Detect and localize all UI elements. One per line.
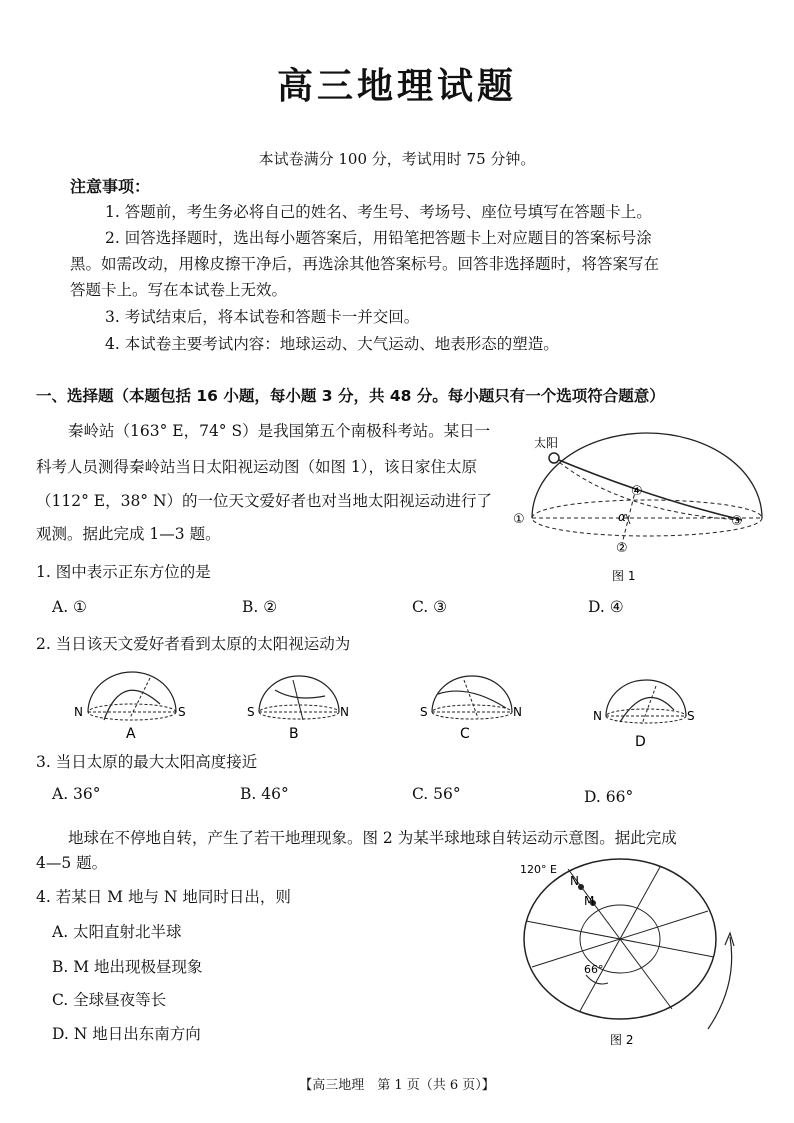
question-2-stem: 2. 当日该天文爱好者看到太原的太阳视运动为 (36, 635, 351, 653)
q2-d-left-label: N (593, 709, 602, 723)
longitude-label: 120° E (520, 863, 557, 876)
passage-2-line: 地球在不停地自转，产生了若干地理现象。图 2 为某半球地球自转运动示意图。据此完成 (68, 829, 677, 847)
figure-1-caption: 图 1 (612, 569, 636, 583)
q1-option-d: D. ④ (588, 598, 624, 616)
q2-a-label: A (126, 726, 136, 742)
q3-option-d: D. 66° (584, 788, 634, 806)
q4-option-c: C. 全球昼夜等长 (52, 991, 167, 1009)
question-1-stem: 1. 图中表示正东方位的是 (36, 563, 211, 581)
q2-b-label: B (289, 726, 299, 742)
q1-option-b: B. ② (242, 598, 278, 616)
page-footer: 【高三地理 第 1 页（共 6 页）】 (299, 1078, 495, 1093)
exam-info: 本试卷满分 100 分，考试用时 75 分钟。 (258, 150, 536, 168)
notice-item: 1. 答题前，考生务必将自己的姓名、考生号、考场号、座位号填写在答题卡上。 (105, 203, 652, 221)
section-heading: 一、选择题（本题包括 16 小题，每小题 3 分，共 48 分。每小题只有一个选项符合题意） (36, 387, 665, 405)
passage-line: 科考人员测得秦岭站当日太阳视运动图（如图 1），该日家住太原 (36, 458, 478, 476)
q2-a-right-label: S (178, 705, 186, 719)
q2-option-a-diagram (70, 660, 190, 742)
passage-line: 观测。据此完成 1—3 题。 (36, 525, 221, 543)
notice-item: 4. 本试卷主要考试内容：地球运动、大气运动、地表形态的塑造。 (105, 335, 559, 353)
q1-option-c: C. ③ (412, 598, 448, 616)
notice-item: 3. 考试结束后，将本试卷和答题卡一并交回。 (105, 308, 420, 326)
notice-heading: 注意事项： (70, 177, 151, 196)
q2-option-b-diagram (245, 668, 355, 744)
question-3-stem: 3. 当日太原的最大太阳高度接近 (36, 753, 258, 771)
sun-icon (549, 453, 559, 463)
point-m-label: M (584, 894, 595, 908)
figure-1-sun-path (510, 428, 770, 588)
passage-2-line: 4—5 题。 (36, 854, 108, 872)
alpha-label: α (618, 510, 626, 524)
figure-2-caption: 图 2 (610, 1033, 634, 1047)
q2-option-d-diagram (590, 672, 700, 752)
q2-b-left-label: S (247, 705, 255, 719)
q2-b-right-label: N (340, 705, 349, 719)
q4-option-b: B. M 地出现极昼现象 (52, 958, 203, 976)
q2-d-right-label: S (687, 709, 695, 723)
figure-2-rotation (512, 855, 752, 1050)
q2-option-c-diagram (418, 668, 528, 744)
point-1-label: ① (513, 512, 525, 527)
point-4-label: ④ (631, 484, 643, 499)
notice-item: 黑。如需改动，用橡皮擦干净后，再选涂其他答案标号。回答非选择题时，将答案写在 (70, 255, 660, 273)
point-n-label: N (570, 874, 579, 888)
q3-option-b: B. 46° (240, 785, 289, 803)
point-3-label: ③ (731, 514, 743, 529)
rotation-arrow (708, 937, 732, 1029)
question-4-stem: 4. 若某日 M 地与 N 地同时日出，则 (36, 888, 291, 906)
q2-c-label: C (460, 726, 470, 742)
q3-option-c: C. 56° (412, 785, 461, 803)
q2-a-left-label: N (74, 705, 83, 719)
q2-c-right-label: N (513, 705, 522, 719)
q3-option-a: A. 36° (52, 785, 101, 803)
q2-d-label: D (635, 734, 646, 750)
q4-option-d: D. N 地日出东南方向 (52, 1025, 201, 1043)
q2-c-left-label: S (420, 705, 428, 719)
notice-item: 答题卡上。写在本试卷上无效。 (70, 281, 288, 299)
page-title: 高三地理试题 (276, 66, 517, 107)
passage-line: （112° E，38° N）的一位天文爱好者也对当地太阳视运动进行了 (36, 492, 493, 510)
latitude-label: 66° (584, 963, 604, 976)
q4-option-a: A. 太阳直射北半球 (52, 923, 182, 941)
sun-label: 太阳 (534, 436, 559, 450)
notice-item: 2. 回答选择题时，选出每小题答案后，用铅笔把答题卡上对应题目的答案标号涂 (105, 229, 652, 247)
q1-option-a: A. ① (52, 598, 87, 616)
point-2-label: ② (616, 541, 628, 556)
passage-line: 秦岭站（163° E，74° S）是我国第五个南极科考站。某日一 (68, 422, 491, 440)
